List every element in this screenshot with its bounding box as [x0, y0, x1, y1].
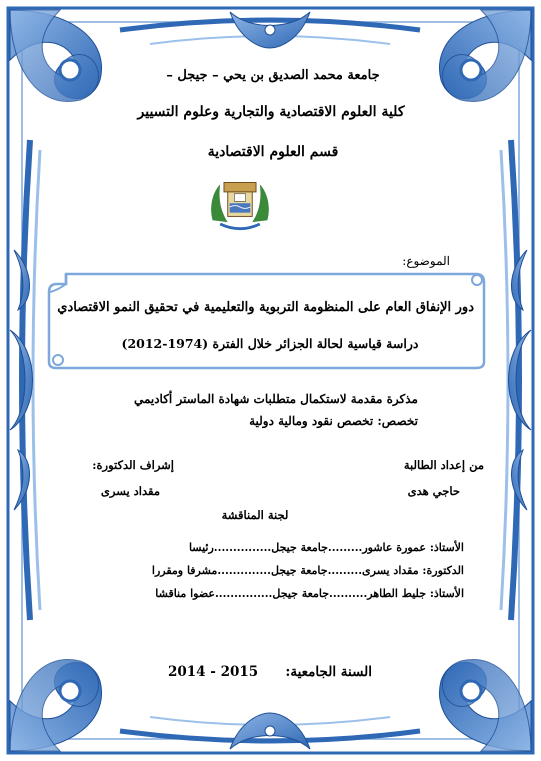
committee-title: لجنة المناقشة [221, 508, 289, 522]
prepared-by-label: من إعداد الطالبة [403, 458, 484, 472]
corner-ornament-top-left [10, 10, 102, 102]
corner-ornament-bottom-left [10, 659, 102, 751]
academic-year-label: السنة الجامعية: [285, 664, 372, 680]
corner-ornament-top-right [439, 10, 531, 102]
supervisor-label: إشراف الدكتورة: [92, 458, 174, 472]
supervisor-name: مقداد يسرى [100, 484, 160, 498]
university-name: جامعة محمد الصديق بن يحي – جيجل – [166, 68, 380, 83]
thesis-purpose: مذكرة مقدمة لاستكمال متطلبات شهادة الماستر أكاديمي [133, 392, 418, 406]
academic-year-value: 2014 - 2015 [168, 664, 259, 680]
title-scroll-frame [46, 268, 487, 372]
student-name: حاجي هدى [407, 484, 460, 498]
thesis-title-line-1: دور الإنفاق العام على المنظومة التربوية والتعليمية في تحقيق النمو الاقتصادي [57, 300, 474, 315]
committee-member-row: الدكتورة: مقداد يسرى.........جامعة جيجل..............مشرفا ومقررا [151, 564, 464, 577]
thesis-title-line-2: دراسة قياسية لحالة الجزائر خلال الفترة (1974-2012) [121, 336, 419, 351]
top-center-ornament [230, 12, 310, 48]
subject-label: الموضوع: [402, 254, 450, 268]
committee-member-row: الأستاذ: عمورة عاشور.........جامعة جيجل...............رئيسا [188, 541, 464, 554]
committee-member-row: الأستاذ: جليط الطاهر..........جامعة جيجل...............عضوا مناقشا [155, 587, 464, 600]
university-emblem [207, 178, 273, 236]
corner-ornament-bottom-right [439, 659, 531, 751]
thesis-specialty: تخصص: تخصص نقود ومالية دولية [249, 414, 418, 428]
department-name: قسم العلوم الاقتصادية [207, 144, 339, 160]
faculty-name: كلية العلوم الاقتصادية والتجارية وعلوم التسيير [137, 104, 405, 120]
bottom-center-ornament [230, 713, 310, 749]
